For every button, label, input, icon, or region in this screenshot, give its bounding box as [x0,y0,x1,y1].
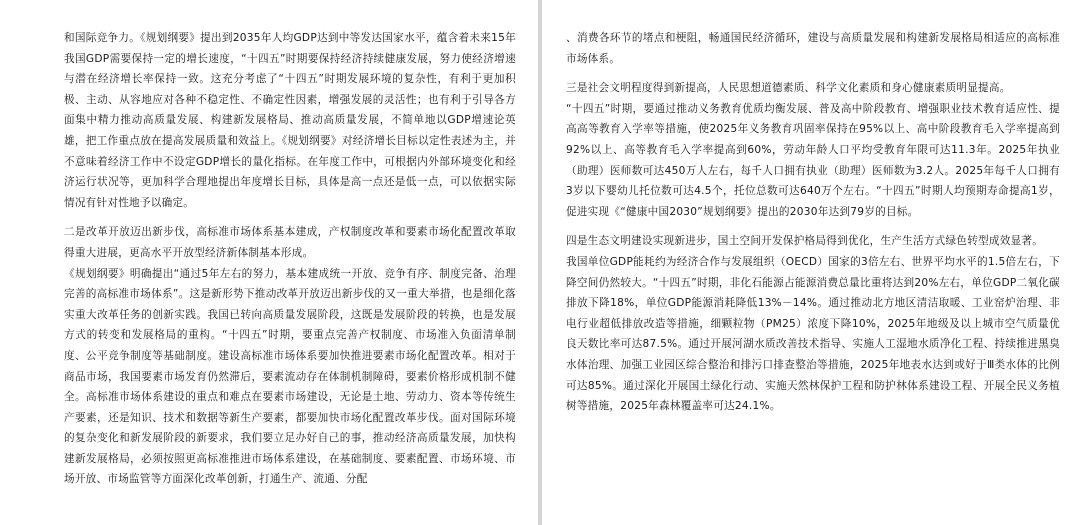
left-page [0,0,538,525]
right-paragraph-2: 三是社会文明程度得到新提高，人民思想道德素质、科学文化素质和身心健康素质明显提高。 [566,82,1011,95]
left-paragraph-3: 《规划纲要》明确提出“通过5年左右的努力，基本建成统一开放、竞争有序、制度完备、治理完善的高标准市场体系”。这是新形势下推动改革开放迈出新步伐的又一重大举措，也是细化落实重大改革任务的创新实践。我国已转向高质量发展阶段，这既是发展阶段的转换，也是发展方式的转变和发展格局的重构。“十四五”时期，要重点完善产权制度、市场准入负面清单制度、公平竞争制度等基础制度。建设高标准市场体系要加快推进要素市场化配置改革。相对于商品市场，我国要素市场发育仍然滞后，要素流动存在体制机制障碍，要素价格形成机制不健全。高标准市场体系建设的重点和难点在要素市场建设，无论是土地、劳动力、资本等传统生产要素，还是知识、技术和数据等新生产要素，都要加快市场化配置改革步伐。面对国际环境的复杂变化和新发展阶段的新要求，我们要立足办好自己的事，推动经济高质量发展，加快构建新发展格局，必须按照更高标准推进市场体系建设，在基础制度、要素配置、市场环境、市场开放、市场监管等方面深化改革创新，打通生产、流通、分配 [64,267,516,486]
left-paragraph-1: 和国际竞争力。《规划纲要》提出到2035年人均GDP达到中等发达国家水平，蕴含着未来15年我国GDP需要保持一定的增长速度，“十四五”时期要保持经济持续健康发展，努力使经济增速与潜在经济增长率保持一致。这充分考虑了“十四五”时期发展环境的复杂性，有利于更加积极、主动、从容地应对各种不稳定性、不确定性因素，增强发展的灵活性；也有利于引导各方面集中精力推动高质量发展、构建新发展格局、推动高质量发展，不简单地以GDP增速论英雄，把工作重点放在提高发展质量和效益上。《规划纲要》对经济增长目标以定性表述为主，并不意味着经济工作中不设定GDP增长的量化指标。在年度工作中，可根据内外部环境变化和经济运行状况等，更加科学合理地提出年度增长目标，具体是高一点还是低一点，可以依据实际情况有针对性地予以确定。 [64,32,516,209]
right-paragraph-4: 四是生态文明建设实现新进步，国土空间开发保护格局得到优化，生产生活方式绿色转型成效显著。 [566,235,1044,248]
right-paragraph-3: “十四五”时期，要通过推动义务教育优质均衡发展、普及高中阶段教育、增强职业技术教育适应性、提高高等教育入学率等措施，使2025年义务教育巩固率保持在95%以上、高中阶段教育毛入学率提高到92%以上、高等教育毛入学率提高到60%，劳动年龄人口平均受教育年限可达11.3年。2025年执业（助理）医师数可达450万人左右，每千人口拥有执业（助理）医师数为3.2人。2025年每千人口拥有3岁以下婴幼儿托位数可达4.5个，托位总数可达640万个左右。“十四五”时期人均预期寿命提高1岁，促进实现《“健康中国2030”规划纲要》提出的2030年达到79岁的目标。 [566,102,1060,218]
right-paragraph-5: 我国单位GDP能耗约为经济合作与发展组织（OECD）国家的3倍左右、世界平均水平的1.5倍左右，下降空间仍然较大。“十四五”时期，非化石能源占能源消费总量比重将达到20%左右，单位GDP二氧化碳排放下降18%，单位GDP能源消耗降低13%－14%。通过推动北方地区清洁取暖、工业窑炉治理、非电行业超低排放改造等措施，细颗粒物（PM25）浓度下降10%，2025年地级及以上城市空气质量优良天数比率可达87.5%。通过开展河湖水质改善技术指导、实施人工湿地水质净化工程、持续推进黑臭水体治理、加强工业园区综合整治和排污口排查整治等措施，2025年地表水达到或好于Ⅲ类水体的比例可达85%。通过深化开展国土绿化行动、实施天然林保护工程和防护林体系建设工程、开展全民义务植树等措施，2025年森林覆盖率可达24.1%。 [566,255,1060,413]
right-page [542,0,1080,525]
left-paragraph-2: 二是改革开放迈出新步伐，高标准市场体系基本建成，产权制度改革和要素市场化配置改革取得重大进展，更高水平开放型经济新体制基本形成。 [64,226,516,259]
right-paragraph-1: 、消费各环节的堵点和梗阻，畅通国民经济循环，建设与高质量发展和构建新发展格局相适应的高标准市场体系。 [566,32,1060,65]
